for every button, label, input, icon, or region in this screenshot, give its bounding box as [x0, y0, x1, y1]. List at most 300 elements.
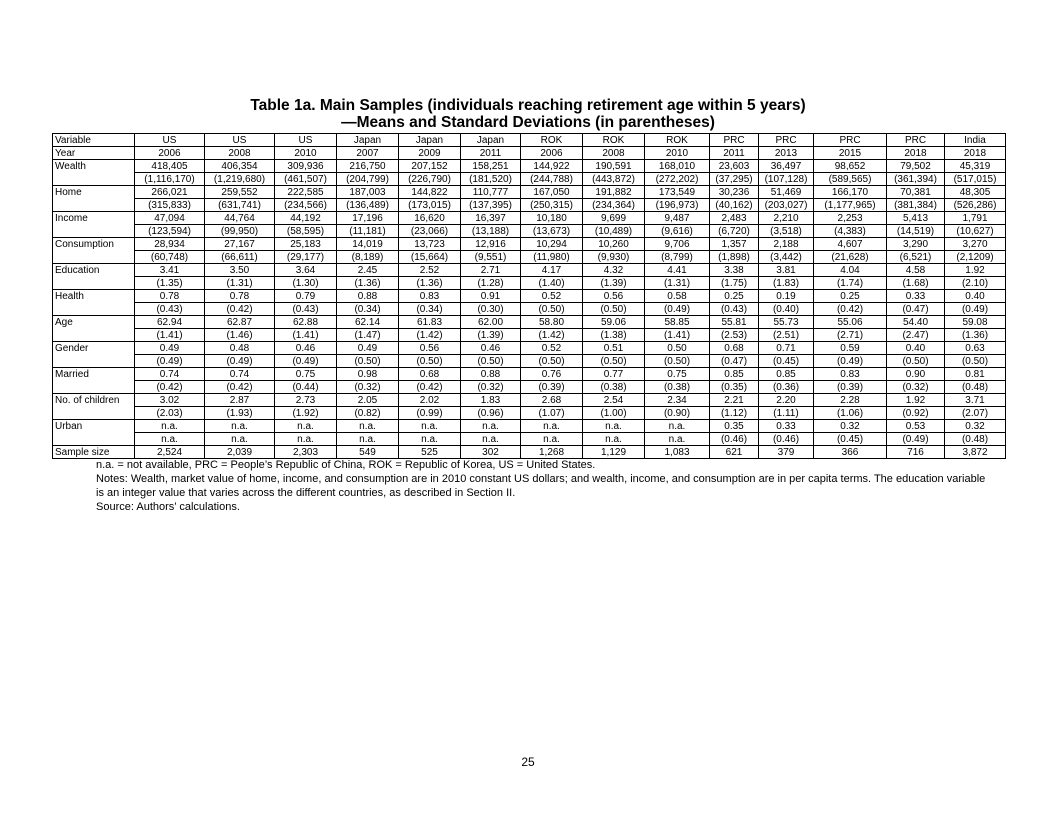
sd-cell: (11,980)	[521, 251, 583, 264]
mean-cell: 0.71	[759, 342, 814, 355]
sd-cell: (1.06)	[814, 407, 887, 420]
header-country: ROK	[645, 134, 710, 147]
sd-cell: (1.41)	[645, 329, 710, 342]
mean-cell: 0.83	[399, 290, 461, 303]
table-row-sd	[53, 225, 1006, 238]
mean-cell: 0.40	[887, 342, 945, 355]
mean-cell: 3.64	[275, 264, 337, 277]
mean-cell: 9,706	[645, 238, 710, 251]
row-label: Year	[53, 147, 135, 160]
sd-cell: (0.50)	[887, 355, 945, 368]
mean-cell: 2.45	[337, 264, 399, 277]
mean-cell: 166,170	[814, 186, 887, 199]
sd-cell: (0.38)	[583, 381, 645, 394]
mean-cell: 48,305	[945, 186, 1006, 199]
sd-cell: (0.36)	[759, 381, 814, 394]
sd-cell: (1,898)	[710, 251, 759, 264]
mean-cell: 2,524	[135, 446, 205, 459]
mean-cell: 0.68	[710, 342, 759, 355]
sd-cell: (99,950)	[205, 225, 275, 238]
sd-cell: (1.39)	[461, 329, 521, 342]
sd-cell: (1.35)	[135, 277, 205, 290]
sd-cell: (11,181)	[337, 225, 399, 238]
sd-cell: (1.28)	[461, 277, 521, 290]
mean-cell: 0.59	[814, 342, 887, 355]
mean-cell: 406,354	[205, 160, 275, 173]
sd-cell: (0.92)	[887, 407, 945, 420]
row-label-blank	[53, 173, 135, 186]
mean-cell: 0.85	[759, 368, 814, 381]
mean-cell: 17,196	[337, 212, 399, 225]
table-row	[53, 264, 1006, 277]
sd-cell: (526,286)	[945, 199, 1006, 212]
mean-cell: 3,872	[945, 446, 1006, 459]
sd-cell: n.a.	[645, 433, 710, 446]
mean-cell: 144,822	[399, 186, 461, 199]
mean-cell: 216,750	[337, 160, 399, 173]
mean-cell: n.a.	[399, 420, 461, 433]
mean-cell: 0.49	[135, 342, 205, 355]
sd-cell: (136,489)	[337, 199, 399, 212]
row-label: Home	[53, 186, 135, 199]
sd-cell: (0.50)	[337, 355, 399, 368]
sd-cell: (1.31)	[205, 277, 275, 290]
table-row-sd	[53, 173, 1006, 186]
mean-cell: 0.76	[521, 368, 583, 381]
mean-cell: 0.98	[337, 368, 399, 381]
mean-cell: 2.02	[399, 394, 461, 407]
sd-cell: (4,383)	[814, 225, 887, 238]
mean-cell: 0.85	[710, 368, 759, 381]
sd-cell: (0.49)	[887, 433, 945, 446]
sd-cell: (1.00)	[583, 407, 645, 420]
sd-cell: (0.43)	[710, 303, 759, 316]
sd-cell: (1.42)	[399, 329, 461, 342]
sd-cell: (0.42)	[205, 303, 275, 316]
header-variable: Variable	[53, 134, 135, 147]
mean-cell: 55.81	[710, 316, 759, 329]
mean-cell: 23,603	[710, 160, 759, 173]
mean-cell: 0.25	[814, 290, 887, 303]
sd-cell: (2.03)	[135, 407, 205, 420]
mean-cell: 13,723	[399, 238, 461, 251]
mean-cell: 2.71	[461, 264, 521, 277]
mean-cell: 168,010	[645, 160, 710, 173]
sd-cell: (250,315)	[521, 199, 583, 212]
sd-cell: (107,128)	[759, 173, 814, 186]
mean-cell: 1.83	[461, 394, 521, 407]
sd-cell: (1.41)	[135, 329, 205, 342]
table-title-line-1: Table 1a. Main Samples (individuals reaching retirement age within 5 years)	[250, 97, 806, 114]
table-row-sd	[53, 303, 1006, 316]
mean-cell: 0.74	[205, 368, 275, 381]
table-row	[53, 238, 1006, 251]
mean-cell: 4.41	[645, 264, 710, 277]
mean-cell: 5,413	[887, 212, 945, 225]
mean-cell: 309,936	[275, 160, 337, 173]
row-label: Income	[53, 212, 135, 225]
mean-cell: 2.21	[710, 394, 759, 407]
sd-cell: (1.74)	[814, 277, 887, 290]
sd-cell: (9,551)	[461, 251, 521, 264]
header-country: PRC	[887, 134, 945, 147]
mean-cell: 14,019	[337, 238, 399, 251]
mean-cell: 54.40	[887, 316, 945, 329]
mean-cell: 1.92	[945, 264, 1006, 277]
sd-cell: (1.38)	[583, 329, 645, 342]
sd-cell: (13,673)	[521, 225, 583, 238]
mean-cell: 0.74	[135, 368, 205, 381]
mean-cell: 10,180	[521, 212, 583, 225]
header-country: US	[275, 134, 337, 147]
sd-cell: (0.50)	[645, 355, 710, 368]
mean-cell: 27,167	[205, 238, 275, 251]
mean-cell: 3.81	[759, 264, 814, 277]
row-label: Wealth	[53, 160, 135, 173]
mean-cell: 98,652	[814, 160, 887, 173]
mean-cell: 4,607	[814, 238, 887, 251]
sd-cell: (2.10)	[945, 277, 1006, 290]
mean-cell: 10,294	[521, 238, 583, 251]
mean-cell: 0.68	[399, 368, 461, 381]
mean-cell: n.a.	[275, 420, 337, 433]
mean-cell: 0.56	[399, 342, 461, 355]
mean-cell: 187,003	[337, 186, 399, 199]
sd-cell: (9,616)	[645, 225, 710, 238]
mean-cell: 621	[710, 446, 759, 459]
sd-cell: (10,489)	[583, 225, 645, 238]
mean-cell: 0.46	[275, 342, 337, 355]
mean-cell: 2010	[275, 147, 337, 160]
sd-cell: (3,442)	[759, 251, 814, 264]
sd-cell: n.a.	[399, 433, 461, 446]
mean-cell: 2006	[135, 147, 205, 160]
mean-cell: n.a.	[461, 420, 521, 433]
table-row	[53, 186, 1006, 199]
mean-cell: 716	[887, 446, 945, 459]
sd-cell: (0.40)	[759, 303, 814, 316]
sd-cell: (1.11)	[759, 407, 814, 420]
header-country: India	[945, 134, 1006, 147]
sd-cell: (0.50)	[521, 355, 583, 368]
mean-cell: n.a.	[521, 420, 583, 433]
sd-cell: (0.34)	[337, 303, 399, 316]
sd-cell: (0.38)	[645, 381, 710, 394]
table-title	[0, 97, 1056, 131]
mean-cell: 12,916	[461, 238, 521, 251]
source-note: Source: Authors’ calculations.	[96, 501, 240, 513]
mean-cell: 2.20	[759, 394, 814, 407]
sd-cell: (40,162)	[710, 199, 759, 212]
sd-cell: (0.49)	[645, 303, 710, 316]
mean-cell: 0.53	[887, 420, 945, 433]
mean-cell: 0.19	[759, 290, 814, 303]
sd-cell: (2.07)	[945, 407, 1006, 420]
mean-cell: 1,083	[645, 446, 710, 459]
mean-cell: 0.32	[945, 420, 1006, 433]
mean-cell: n.a.	[135, 420, 205, 433]
mean-cell: 16,397	[461, 212, 521, 225]
mean-cell: 158,251	[461, 160, 521, 173]
sd-cell: (0.96)	[461, 407, 521, 420]
sd-cell: (0.47)	[710, 355, 759, 368]
row-label-blank	[53, 277, 135, 290]
mean-cell: 173,549	[645, 186, 710, 199]
mean-cell: 2015	[814, 147, 887, 160]
row-label: Married	[53, 368, 135, 381]
mean-cell: n.a.	[337, 420, 399, 433]
sd-cell: (1.42)	[521, 329, 583, 342]
mean-cell: 0.33	[887, 290, 945, 303]
mean-cell: 2,039	[205, 446, 275, 459]
mean-cell: 70,381	[887, 186, 945, 199]
sd-cell: (1.12)	[710, 407, 759, 420]
sd-cell: (589,565)	[814, 173, 887, 186]
header-country: ROK	[583, 134, 645, 147]
notes-text: Notes: Wealth, market value of home, income, and consumption are in 2010 constant US dollars; and wealth, income, and consumption are in per capita terms. The education variable is an integer value that varies across the different countries, as described in Section II.	[96, 473, 986, 499]
table-row	[53, 394, 1006, 407]
sd-cell: (0.39)	[814, 381, 887, 394]
mean-cell: 3,290	[887, 238, 945, 251]
mean-cell: 44,764	[205, 212, 275, 225]
mean-cell: 144,922	[521, 160, 583, 173]
mean-cell: 0.33	[759, 420, 814, 433]
sd-cell: (9,930)	[583, 251, 645, 264]
table-row-sd	[53, 433, 1006, 446]
mean-cell: 1,791	[945, 212, 1006, 225]
sd-cell: (0.50)	[945, 355, 1006, 368]
mean-cell: 25,183	[275, 238, 337, 251]
sd-cell: (0.49)	[135, 355, 205, 368]
sd-cell: (1.39)	[583, 277, 645, 290]
sd-cell: (0.48)	[945, 433, 1006, 446]
table-row-sd	[53, 381, 1006, 394]
sd-cell: (0.32)	[887, 381, 945, 394]
sd-cell: (1.83)	[759, 277, 814, 290]
mean-cell: 79,502	[887, 160, 945, 173]
mean-cell: 2006	[521, 147, 583, 160]
mean-cell: 2010	[645, 147, 710, 160]
sd-cell: (0.50)	[583, 303, 645, 316]
sd-cell: (2.51)	[759, 329, 814, 342]
mean-cell: 0.46	[461, 342, 521, 355]
sd-cell: (29,177)	[275, 251, 337, 264]
mean-cell: 2013	[759, 147, 814, 160]
sd-cell: (0.47)	[887, 303, 945, 316]
sd-cell: (0.42)	[814, 303, 887, 316]
mean-cell: 0.75	[645, 368, 710, 381]
sd-cell: (0.90)	[645, 407, 710, 420]
sd-cell: (123,594)	[135, 225, 205, 238]
sd-cell: (196,973)	[645, 199, 710, 212]
abbreviations-note: n.a. = not available, PRC = People’s Republic of China, ROK = Republic of Korea, US = United States.	[96, 459, 596, 471]
sd-cell: (234,566)	[275, 199, 337, 212]
mean-cell: 2.28	[814, 394, 887, 407]
mean-cell: 0.83	[814, 368, 887, 381]
sd-cell: (137,395)	[461, 199, 521, 212]
sd-cell: (0.45)	[759, 355, 814, 368]
sd-cell: (6,521)	[887, 251, 945, 264]
sd-cell: (244,788)	[521, 173, 583, 186]
page-number: 25	[521, 755, 535, 769]
sd-cell: (66,611)	[205, 251, 275, 264]
sd-cell: (0.50)	[399, 355, 461, 368]
sd-cell: (0.49)	[814, 355, 887, 368]
sd-cell: (0.32)	[337, 381, 399, 394]
sd-cell: (15,664)	[399, 251, 461, 264]
mean-cell: 0.52	[521, 342, 583, 355]
table-row-sd	[53, 329, 1006, 342]
sd-cell: (517,015)	[945, 173, 1006, 186]
mean-cell: 0.35	[710, 420, 759, 433]
sd-cell: (1.46)	[205, 329, 275, 342]
header-country: PRC	[710, 134, 759, 147]
sd-cell: (631,741)	[205, 199, 275, 212]
mean-cell: 55.06	[814, 316, 887, 329]
sd-cell: (0.46)	[710, 433, 759, 446]
mean-cell: 51,469	[759, 186, 814, 199]
mean-cell: 9,699	[583, 212, 645, 225]
sd-cell: n.a.	[521, 433, 583, 446]
mean-cell: 55.73	[759, 316, 814, 329]
sd-cell: (461,507)	[275, 173, 337, 186]
mean-cell: 2.52	[399, 264, 461, 277]
table-title-line-2: —Means and Standard Deviations (in parentheses)	[341, 114, 715, 131]
sd-cell: (0.49)	[945, 303, 1006, 316]
sd-cell: (0.45)	[814, 433, 887, 446]
header-country: Japan	[399, 134, 461, 147]
mean-cell: 58.85	[645, 316, 710, 329]
mean-cell: 302	[461, 446, 521, 459]
row-label: Age	[53, 316, 135, 329]
sd-cell: (0.42)	[205, 381, 275, 394]
mean-cell: 2.87	[205, 394, 275, 407]
mean-cell: 379	[759, 446, 814, 459]
mean-cell: 4.58	[887, 264, 945, 277]
mean-cell: 3.38	[710, 264, 759, 277]
sd-cell: (0.82)	[337, 407, 399, 420]
mean-cell: 2007	[337, 147, 399, 160]
sd-cell: (234,364)	[583, 199, 645, 212]
sd-cell: (1.36)	[399, 277, 461, 290]
mean-cell: 2.68	[521, 394, 583, 407]
mean-cell: 3,270	[945, 238, 1006, 251]
mean-cell: 525	[399, 446, 461, 459]
header-country: PRC	[814, 134, 887, 147]
mean-cell: 0.88	[337, 290, 399, 303]
table-row	[53, 147, 1006, 160]
sd-cell: n.a.	[461, 433, 521, 446]
sd-cell: (21,628)	[814, 251, 887, 264]
sd-cell: (1.36)	[337, 277, 399, 290]
mean-cell: 3.02	[135, 394, 205, 407]
mean-cell: 2,303	[275, 446, 337, 459]
sd-cell: n.a.	[337, 433, 399, 446]
mean-cell: 2011	[710, 147, 759, 160]
mean-cell: 58.80	[521, 316, 583, 329]
mean-cell: 3.71	[945, 394, 1006, 407]
sd-cell: (315,833)	[135, 199, 205, 212]
table-row	[53, 212, 1006, 225]
header-country: US	[135, 134, 205, 147]
mean-cell: 0.75	[275, 368, 337, 381]
mean-cell: 190,591	[583, 160, 645, 173]
mean-cell: 2.34	[645, 394, 710, 407]
mean-cell: 61.83	[399, 316, 461, 329]
mean-cell: 2018	[945, 147, 1006, 160]
table-notes	[96, 458, 986, 514]
sd-cell: (1,116,170)	[135, 173, 205, 186]
mean-cell: 59.08	[945, 316, 1006, 329]
mean-cell: 259,552	[205, 186, 275, 199]
sd-cell: (8,799)	[645, 251, 710, 264]
mean-cell: 0.79	[275, 290, 337, 303]
mean-cell: 418,405	[135, 160, 205, 173]
mean-cell: 191,882	[583, 186, 645, 199]
table-row	[53, 160, 1006, 173]
sd-cell: (1.92)	[275, 407, 337, 420]
sd-cell: (1.31)	[645, 277, 710, 290]
row-label: Gender	[53, 342, 135, 355]
mean-cell: 2.73	[275, 394, 337, 407]
mean-cell: 2.05	[337, 394, 399, 407]
row-label: Urban	[53, 420, 135, 433]
row-label-blank	[53, 355, 135, 368]
mean-cell: 0.91	[461, 290, 521, 303]
mean-cell: 2,188	[759, 238, 814, 251]
mean-cell: 3.50	[205, 264, 275, 277]
sd-cell: (0.50)	[583, 355, 645, 368]
row-label-blank	[53, 251, 135, 264]
mean-cell: 4.32	[583, 264, 645, 277]
sd-cell: (1.68)	[887, 277, 945, 290]
row-label: Education	[53, 264, 135, 277]
mean-cell: 2.54	[583, 394, 645, 407]
mean-cell: 1.92	[887, 394, 945, 407]
row-label-blank	[53, 225, 135, 238]
sd-cell: (37,295)	[710, 173, 759, 186]
mean-cell: 4.17	[521, 264, 583, 277]
mean-cell: 30,236	[710, 186, 759, 199]
mean-cell: 62.94	[135, 316, 205, 329]
sd-cell: (0.39)	[521, 381, 583, 394]
mean-cell: 2,210	[759, 212, 814, 225]
mean-cell: 62.14	[337, 316, 399, 329]
mean-cell: 549	[337, 446, 399, 459]
sd-cell: (2.47)	[887, 329, 945, 342]
table-row	[53, 342, 1006, 355]
mean-cell: 366	[814, 446, 887, 459]
mean-cell: 0.77	[583, 368, 645, 381]
sd-cell: (1.47)	[337, 329, 399, 342]
mean-cell: 62.87	[205, 316, 275, 329]
sd-cell: (13,188)	[461, 225, 521, 238]
sd-cell: (1.40)	[521, 277, 583, 290]
table-row	[53, 316, 1006, 329]
mean-cell: 0.25	[710, 290, 759, 303]
mean-cell: 2009	[399, 147, 461, 160]
sd-cell: (0.43)	[275, 303, 337, 316]
sd-cell: (1,177,965)	[814, 199, 887, 212]
mean-cell: 44,192	[275, 212, 337, 225]
row-label: Consumption	[53, 238, 135, 251]
header-country: PRC	[759, 134, 814, 147]
mean-cell: 266,021	[135, 186, 205, 199]
sd-cell: (0.30)	[461, 303, 521, 316]
table-body	[53, 134, 1006, 459]
sd-cell: (0.50)	[521, 303, 583, 316]
mean-cell: 0.32	[814, 420, 887, 433]
